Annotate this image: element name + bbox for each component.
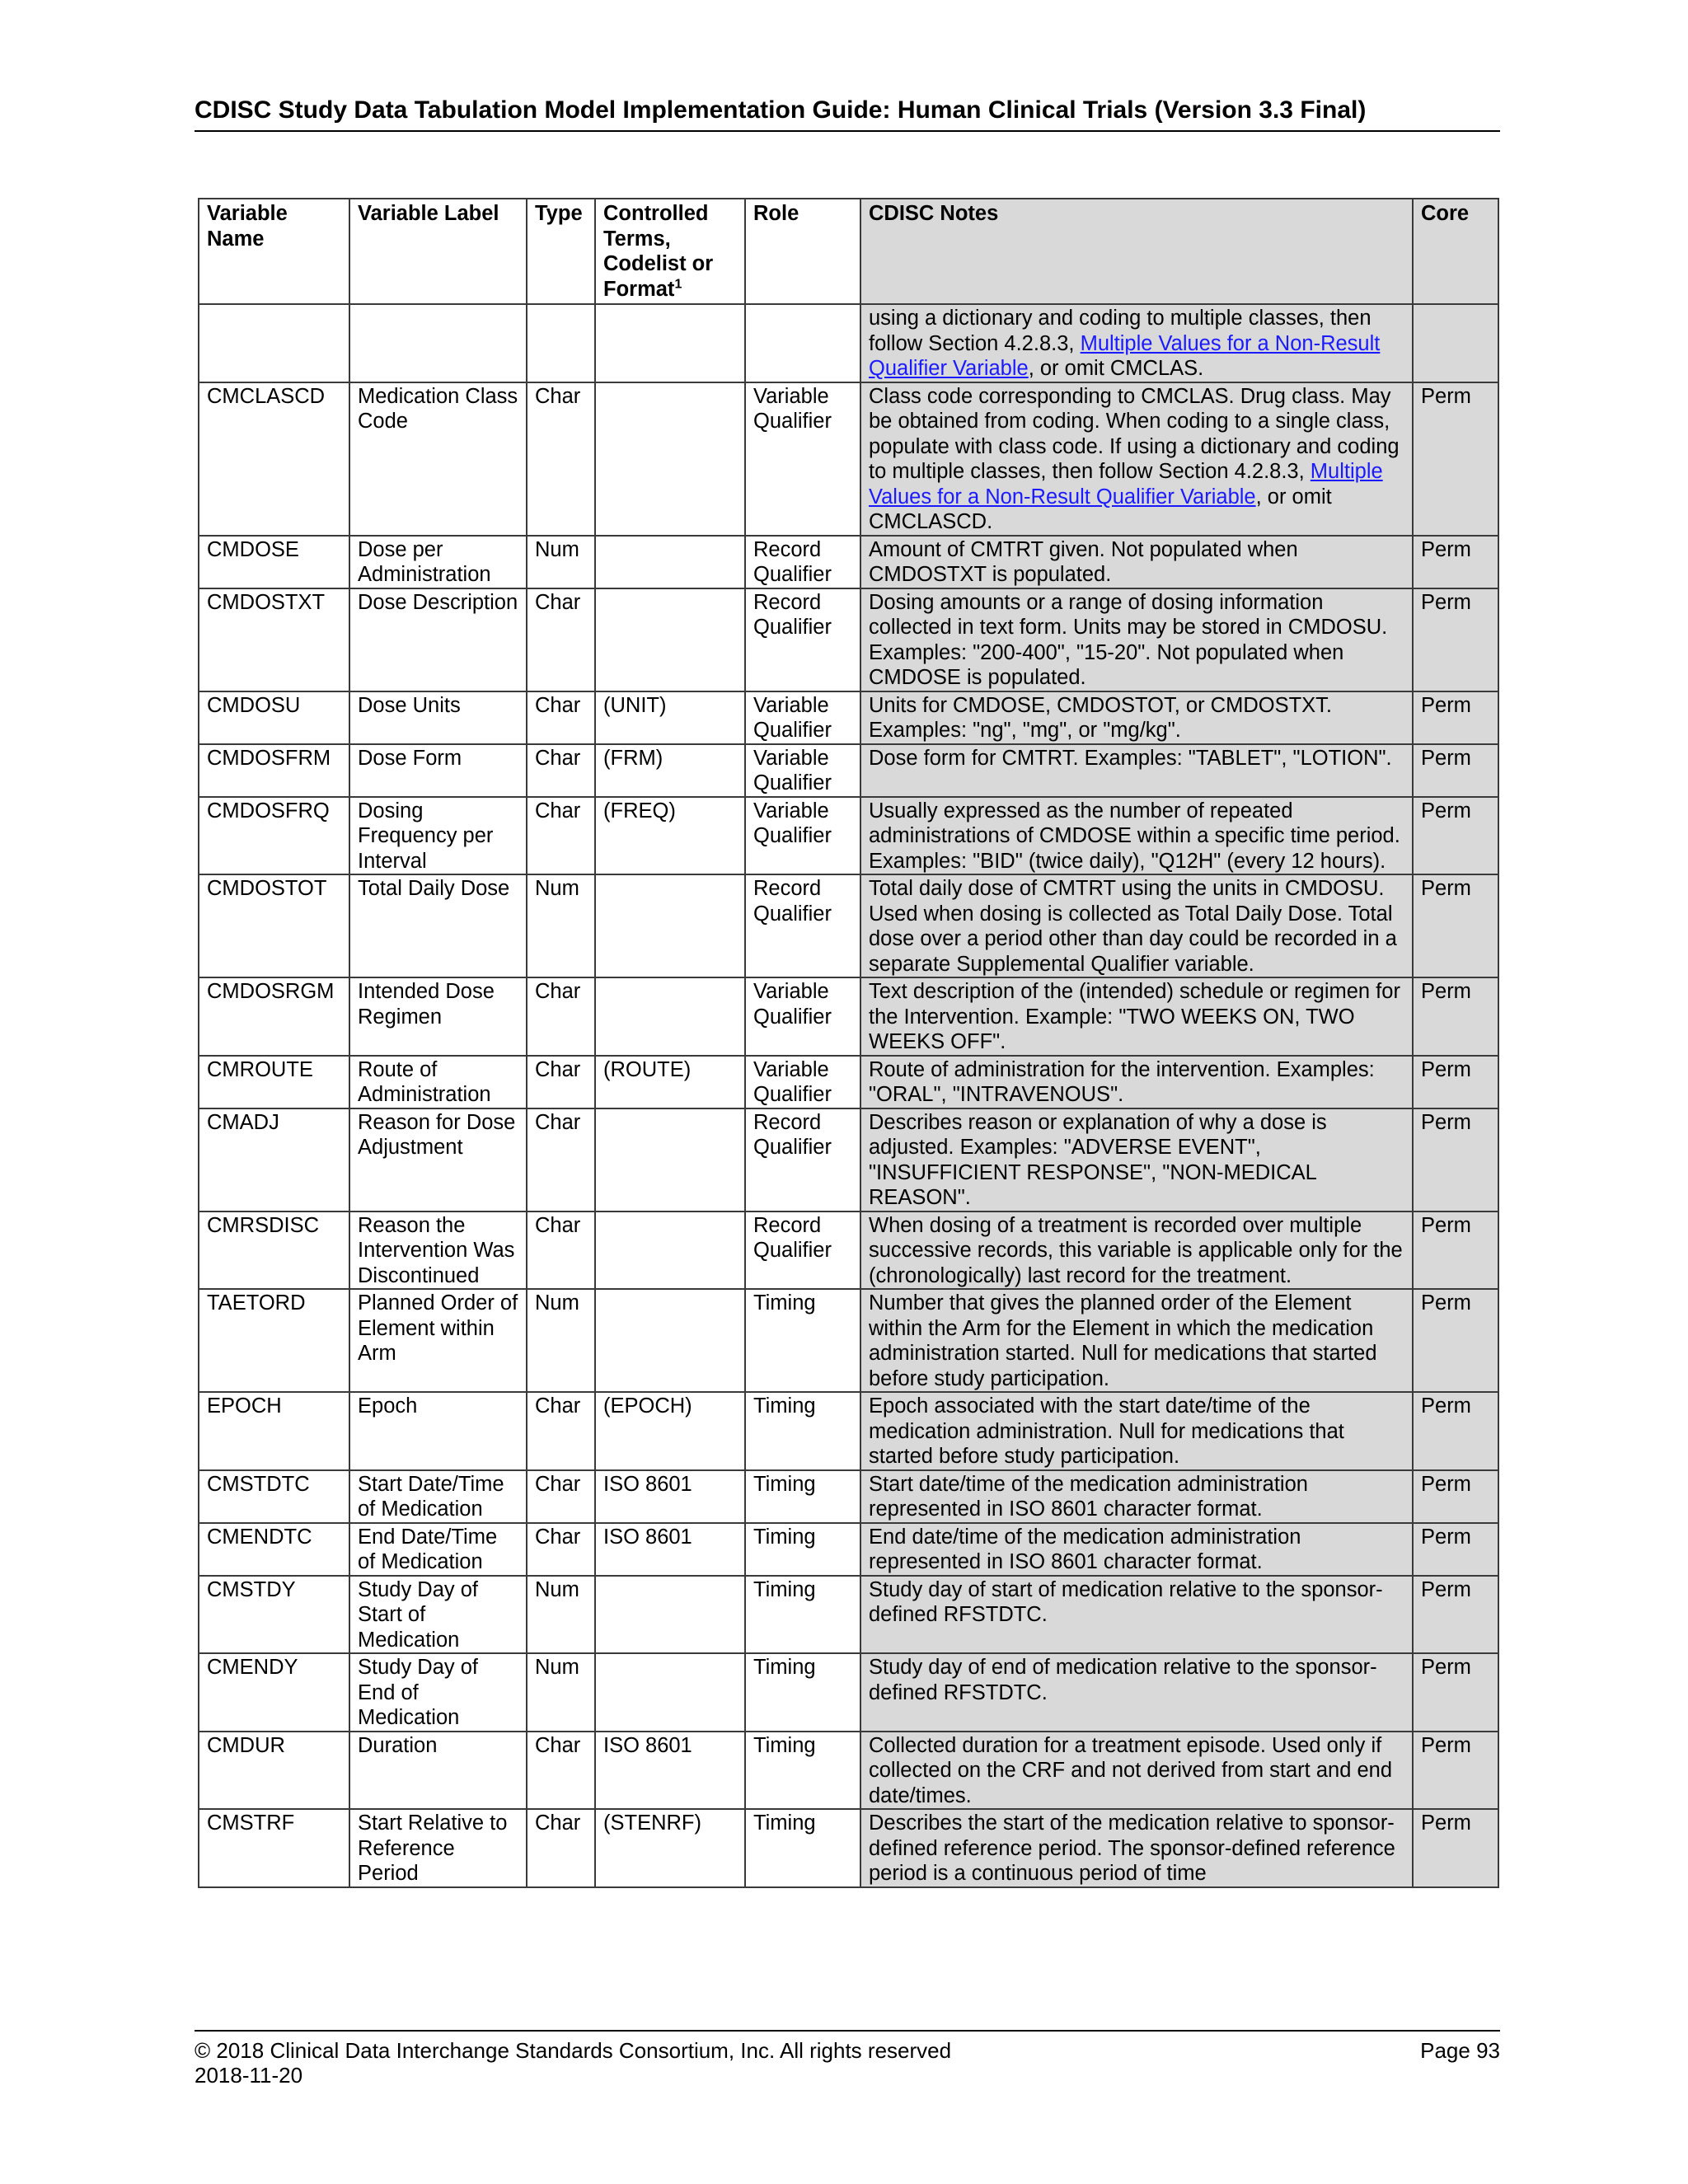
cell-notes bbox=[860, 1212, 1413, 1290]
notes-text: Dose form for CMTRT. Examples: "TABLET", "LOTION". bbox=[869, 746, 1392, 770]
cell-core: Perm bbox=[1413, 1576, 1498, 1654]
cell-type: Char bbox=[527, 1732, 595, 1810]
cell-core: Perm bbox=[1413, 1809, 1498, 1887]
cell-type: Char bbox=[527, 1392, 595, 1470]
page-footer bbox=[195, 2030, 1500, 2088]
cell-role: Timing bbox=[745, 1470, 860, 1523]
cell-role: Timing bbox=[745, 1576, 860, 1654]
table-row bbox=[199, 1809, 1498, 1887]
cell-type: Char bbox=[527, 797, 595, 875]
cell-name: CMDOSTOT bbox=[199, 874, 349, 977]
notes-text: Study day of start of medication relative to the sponsor-defined RFSTDTC. bbox=[869, 1577, 1383, 1626]
cell-terms: ISO 8601 bbox=[595, 1732, 745, 1810]
cell-role: Timing bbox=[745, 1809, 860, 1887]
notes-text-after: , or omit CMCLASCD. bbox=[869, 485, 1332, 533]
cell-terms: ISO 8601 bbox=[595, 1470, 745, 1523]
notes-text: Text description of the (intended) schedule or regimen for the Intervention. Example: "TWO WEEKS ON, TWO WEEKS OFF". bbox=[869, 980, 1400, 1053]
cell-name: CMRSDISC bbox=[199, 1212, 349, 1290]
cell-role: Variable Qualifier bbox=[745, 1056, 860, 1108]
notes-text: Units for CMDOSE, CMDOSTOT, or CMDOSTXT. Examples: "ng", "mg", or "mg/kg". bbox=[869, 693, 1332, 742]
cell-label: Reason the Intervention Was Discontinued bbox=[349, 1212, 527, 1290]
cell-label: Total Daily Dose bbox=[349, 874, 527, 977]
cell-role: Variable Qualifier bbox=[745, 797, 860, 875]
cell-terms bbox=[595, 1576, 745, 1654]
cell-name: CMCLASCD bbox=[199, 382, 349, 536]
notes-text: When dosing of a treatment is recorded over multiple successive records, this variable is applicable only for the (chronologically) last record for the treatment. bbox=[869, 1213, 1403, 1287]
header-controlled-terms bbox=[595, 199, 745, 304]
notes-text: Start date/time of the medication administration represented in ISO 8601 character format. bbox=[869, 1472, 1308, 1521]
cell-label: Start Date/Time of Medication bbox=[349, 1470, 527, 1523]
cell-label bbox=[349, 304, 527, 382]
notes-text: Study day of end of medication relative to the sponsor-defined RFSTDTC. bbox=[869, 1656, 1377, 1704]
cell-terms bbox=[595, 1289, 745, 1392]
cell-core: Perm bbox=[1413, 1653, 1498, 1732]
cell-name: CMROUTE bbox=[199, 1056, 349, 1108]
cell-label: Route of Administration bbox=[349, 1056, 527, 1108]
cell-core: Perm bbox=[1413, 1392, 1498, 1470]
cell-type: Char bbox=[527, 1523, 595, 1576]
cell-name: CMDOSRGM bbox=[199, 977, 349, 1056]
table-row bbox=[199, 744, 1498, 797]
cell-role: Variable Qualifier bbox=[745, 977, 860, 1056]
cell-core: Perm bbox=[1413, 1470, 1498, 1523]
notes-text: Route of administration for the intervention. Examples: "ORAL", "INTRAVENOUS". bbox=[869, 1057, 1375, 1106]
cell-notes bbox=[860, 1392, 1413, 1470]
table-row bbox=[199, 977, 1498, 1056]
table-row bbox=[199, 1732, 1498, 1810]
cell-label: End Date/Time of Medication bbox=[349, 1523, 527, 1576]
cell-role bbox=[745, 304, 860, 382]
cell-role: Record Qualifier bbox=[745, 874, 860, 977]
cell-core: Perm bbox=[1413, 797, 1498, 875]
cell-name: CMDOSFRM bbox=[199, 744, 349, 797]
cell-label: Planned Order of Element within Arm bbox=[349, 1289, 527, 1392]
cell-label: Epoch bbox=[349, 1392, 527, 1470]
cell-type: Char bbox=[527, 977, 595, 1056]
cell-notes bbox=[860, 1653, 1413, 1732]
cell-core: Perm bbox=[1413, 382, 1498, 536]
cell-name: CMDOSE bbox=[199, 536, 349, 588]
cell-terms: ISO 8601 bbox=[595, 1523, 745, 1576]
table-row bbox=[199, 588, 1498, 691]
table-row bbox=[199, 1056, 1498, 1108]
notes-text: Describes the start of the medication relative to sponsor-defined reference period. The sponsor-defined reference period is a continuous period of time bbox=[869, 1811, 1395, 1885]
cell-core: Perm bbox=[1413, 1108, 1498, 1212]
cell-role: Record Qualifier bbox=[745, 536, 860, 588]
cell-label: Dose Units bbox=[349, 691, 527, 744]
cell-role: Variable Qualifier bbox=[745, 382, 860, 536]
table-row bbox=[199, 1653, 1498, 1732]
cell-core: Perm bbox=[1413, 536, 1498, 588]
cell-terms bbox=[595, 588, 745, 691]
cell-role: Timing bbox=[745, 1653, 860, 1732]
cell-notes bbox=[860, 1056, 1413, 1108]
cell-terms: (UNIT) bbox=[595, 691, 745, 744]
notes-text: Dosing amounts or a range of dosing information collected in text form. Units may be stored in CMDOSU. Examples: "200-400", "15-20". Not populated when CMDOSE is populated. bbox=[869, 590, 1388, 689]
copyright-text: © 2018 Clinical Data Interchange Standards Consortium, Inc. All rights reserved bbox=[195, 2038, 952, 2063]
cell-type: Char bbox=[527, 588, 595, 691]
notes-text: Usually expressed as the number of repeated administrations of CMDOSE within a specific time period. Examples: "BID" (twice daily), "Q12H" (every 12 hours). bbox=[869, 799, 1400, 873]
cell-role: Timing bbox=[745, 1392, 860, 1470]
cell-notes bbox=[860, 382, 1413, 536]
cell-terms bbox=[595, 977, 745, 1056]
cell-name: CMENDY bbox=[199, 1653, 349, 1732]
cell-role: Record Qualifier bbox=[745, 1108, 860, 1212]
cell-core bbox=[1413, 304, 1498, 382]
cell-role: Variable Qualifier bbox=[745, 691, 860, 744]
cell-terms bbox=[595, 1108, 745, 1212]
cell-core: Perm bbox=[1413, 874, 1498, 977]
cell-name: CMSTRF bbox=[199, 1809, 349, 1887]
cell-name: TAETORD bbox=[199, 1289, 349, 1392]
notes-text: Collected duration for a treatment episode. Used only if collected on the CRF and not derived from start and end date/times. bbox=[869, 1733, 1393, 1807]
notes-text: Amount of CMTRT given. Not populated when CMDOSTXT is populated. bbox=[869, 537, 1298, 586]
cell-terms: (EPOCH) bbox=[595, 1392, 745, 1470]
cell-type: Num bbox=[527, 1576, 595, 1654]
cell-label: Dosing Frequency per Interval bbox=[349, 797, 527, 875]
cell-notes bbox=[860, 1523, 1413, 1576]
table-row-continuation bbox=[199, 304, 1498, 382]
cell-label: Duration bbox=[349, 1732, 527, 1810]
cell-notes bbox=[860, 1289, 1413, 1392]
header-role: Role bbox=[745, 199, 860, 304]
section-link[interactable]: Multiple Values for a Non-Result Qualifier Variable bbox=[869, 460, 1383, 509]
cell-notes bbox=[860, 691, 1413, 744]
cell-notes bbox=[860, 1732, 1413, 1810]
table-row bbox=[199, 382, 1498, 536]
notes-text: Number that gives the planned order of the Element within the Arm for the Element in which the medication administration started. Null for medications that started before study participation. bbox=[869, 1291, 1377, 1390]
cell-notes bbox=[860, 874, 1413, 977]
cell-label: Reason for Dose Adjustment bbox=[349, 1108, 527, 1212]
cell-role: Timing bbox=[745, 1289, 860, 1392]
cell-terms bbox=[595, 1653, 745, 1732]
cell-role: Timing bbox=[745, 1732, 860, 1810]
header-variable-label: Variable Label bbox=[349, 199, 527, 304]
notes-text-after: , or omit CMCLAS. bbox=[1028, 357, 1204, 380]
cell-type: Num bbox=[527, 874, 595, 977]
notes-text: Total daily dose of CMTRT using the units in CMDOSU. Used when dosing is collected as Total Daily Dose. Total dose over a period other than day could be recorded in a separate Supplemental Qualifier variable. bbox=[869, 877, 1397, 976]
cell-core: Perm bbox=[1413, 977, 1498, 1056]
header-core: Core bbox=[1413, 199, 1498, 304]
cell-type: Char bbox=[527, 1056, 595, 1108]
cell-terms bbox=[595, 874, 745, 977]
table-row bbox=[199, 1212, 1498, 1290]
cell-type: Char bbox=[527, 1108, 595, 1212]
table-row bbox=[199, 1470, 1498, 1523]
table-row bbox=[199, 797, 1498, 875]
table-row bbox=[199, 1523, 1498, 1576]
cell-notes bbox=[860, 1576, 1413, 1654]
cell-label: Dose per Administration bbox=[349, 536, 527, 588]
notes-text: Class code corresponding to CMCLAS. Drug class. May be obtained from coding. When coding to a single class, populate with class code. If using a dictionary and coding to multiple classes, then follow Section 4.2.8.3, bbox=[869, 384, 1400, 483]
page-header bbox=[195, 94, 1500, 132]
cell-type: Char bbox=[527, 1470, 595, 1523]
cell-terms bbox=[595, 1212, 745, 1290]
table-row bbox=[199, 1576, 1498, 1654]
cell-name: CMENDTC bbox=[199, 1523, 349, 1576]
header-controlled-terms-text: Controlled Terms, Codelist or Format bbox=[603, 202, 714, 301]
cell-name bbox=[199, 304, 349, 382]
footnote-marker: 1 bbox=[674, 277, 682, 291]
cell-label: Study Day of Start of Medication bbox=[349, 1576, 527, 1654]
cell-name: CMDOSFRQ bbox=[199, 797, 349, 875]
section-link[interactable]: Multiple Values for a Non-Result Qualifier Variable bbox=[869, 331, 1381, 380]
cell-notes bbox=[860, 1809, 1413, 1887]
notes-text: Epoch associated with the start date/time of the medication administration. Null for medications that started before study participation. bbox=[869, 1394, 1344, 1468]
cell-notes bbox=[860, 797, 1413, 875]
cell-type bbox=[527, 304, 595, 382]
table-row bbox=[199, 1108, 1498, 1212]
cell-core: Perm bbox=[1413, 1212, 1498, 1290]
cell-name: EPOCH bbox=[199, 1392, 349, 1470]
cell-label: Start Relative to Reference Period bbox=[349, 1809, 527, 1887]
cell-name: CMDOSTXT bbox=[199, 588, 349, 691]
document-title: CDISC Study Data Tabulation Model Implementation Guide: Human Clinical Trials (Version 3.3 Final) bbox=[195, 96, 1367, 124]
cell-terms: (ROUTE) bbox=[595, 1056, 745, 1108]
cell-type: Char bbox=[527, 382, 595, 536]
table-row bbox=[199, 1392, 1498, 1470]
cell-label: Dose Description bbox=[349, 588, 527, 691]
cell-notes bbox=[860, 744, 1413, 797]
table-row bbox=[199, 1289, 1498, 1392]
cell-core: Perm bbox=[1413, 588, 1498, 691]
cell-name: CMDOSU bbox=[199, 691, 349, 744]
notes-text: End date/time of the medication administration represented in ISO 8601 character format. bbox=[869, 1525, 1301, 1573]
cell-core: Perm bbox=[1413, 744, 1498, 797]
cell-terms: (FRM) bbox=[595, 744, 745, 797]
cell-notes bbox=[860, 1470, 1413, 1523]
cell-notes bbox=[860, 1108, 1413, 1212]
cell-role: Record Qualifier bbox=[745, 1212, 860, 1290]
notes-text: Describes reason or explanation of why a dose is adjusted. Examples: "ADVERSE EVENT", "INSUFFICIENT RESPONSE", "NON-MEDICAL REASON". bbox=[869, 1110, 1327, 1209]
cell-core: Perm bbox=[1413, 1523, 1498, 1576]
cell-label: Intended Dose Regimen bbox=[349, 977, 527, 1056]
cell-terms bbox=[595, 382, 745, 536]
cell-notes bbox=[860, 304, 1413, 382]
table-row bbox=[199, 536, 1498, 588]
cell-name: CMADJ bbox=[199, 1108, 349, 1212]
cell-type: Char bbox=[527, 744, 595, 797]
cell-notes bbox=[860, 588, 1413, 691]
cell-terms bbox=[595, 536, 745, 588]
variables-table bbox=[198, 198, 1499, 1888]
cell-type: Char bbox=[527, 691, 595, 744]
cell-label: Dose Form bbox=[349, 744, 527, 797]
cell-type: Char bbox=[527, 1212, 595, 1290]
cell-role: Record Qualifier bbox=[745, 588, 860, 691]
document-date: 2018-11-20 bbox=[195, 2063, 303, 2088]
cell-label: Study Day of End of Medication bbox=[349, 1653, 527, 1732]
cell-terms: (STENRF) bbox=[595, 1809, 745, 1887]
cell-notes bbox=[860, 977, 1413, 1056]
cell-type: Num bbox=[527, 1289, 595, 1392]
cell-core: Perm bbox=[1413, 1732, 1498, 1810]
cell-core: Perm bbox=[1413, 691, 1498, 744]
cell-type: Char bbox=[527, 1809, 595, 1887]
table-row bbox=[199, 874, 1498, 977]
cell-name: CMSTDY bbox=[199, 1576, 349, 1654]
page-number: Page 93 bbox=[1420, 2038, 1500, 2063]
table-header-row bbox=[199, 199, 1498, 304]
table-row bbox=[199, 691, 1498, 744]
cell-name: CMSTDTC bbox=[199, 1470, 349, 1523]
cell-terms: (FREQ) bbox=[595, 797, 745, 875]
cell-core: Perm bbox=[1413, 1289, 1498, 1392]
header-cdisc-notes: CDISC Notes bbox=[860, 199, 1413, 304]
cell-notes bbox=[860, 536, 1413, 588]
header-type: Type bbox=[527, 199, 595, 304]
cell-role: Variable Qualifier bbox=[745, 744, 860, 797]
cell-terms bbox=[595, 304, 745, 382]
cell-label: Medication Class Code bbox=[349, 382, 527, 536]
notes-text: using a dictionary and coding to multiple classes, then follow Section 4.2.8.3, bbox=[869, 307, 1372, 355]
cell-core: Perm bbox=[1413, 1056, 1498, 1108]
cell-role: Timing bbox=[745, 1523, 860, 1576]
cell-type: Num bbox=[527, 536, 595, 588]
cell-type: Num bbox=[527, 1653, 595, 1732]
cell-name: CMDUR bbox=[199, 1732, 349, 1810]
header-variable-name: Variable Name bbox=[199, 199, 349, 304]
